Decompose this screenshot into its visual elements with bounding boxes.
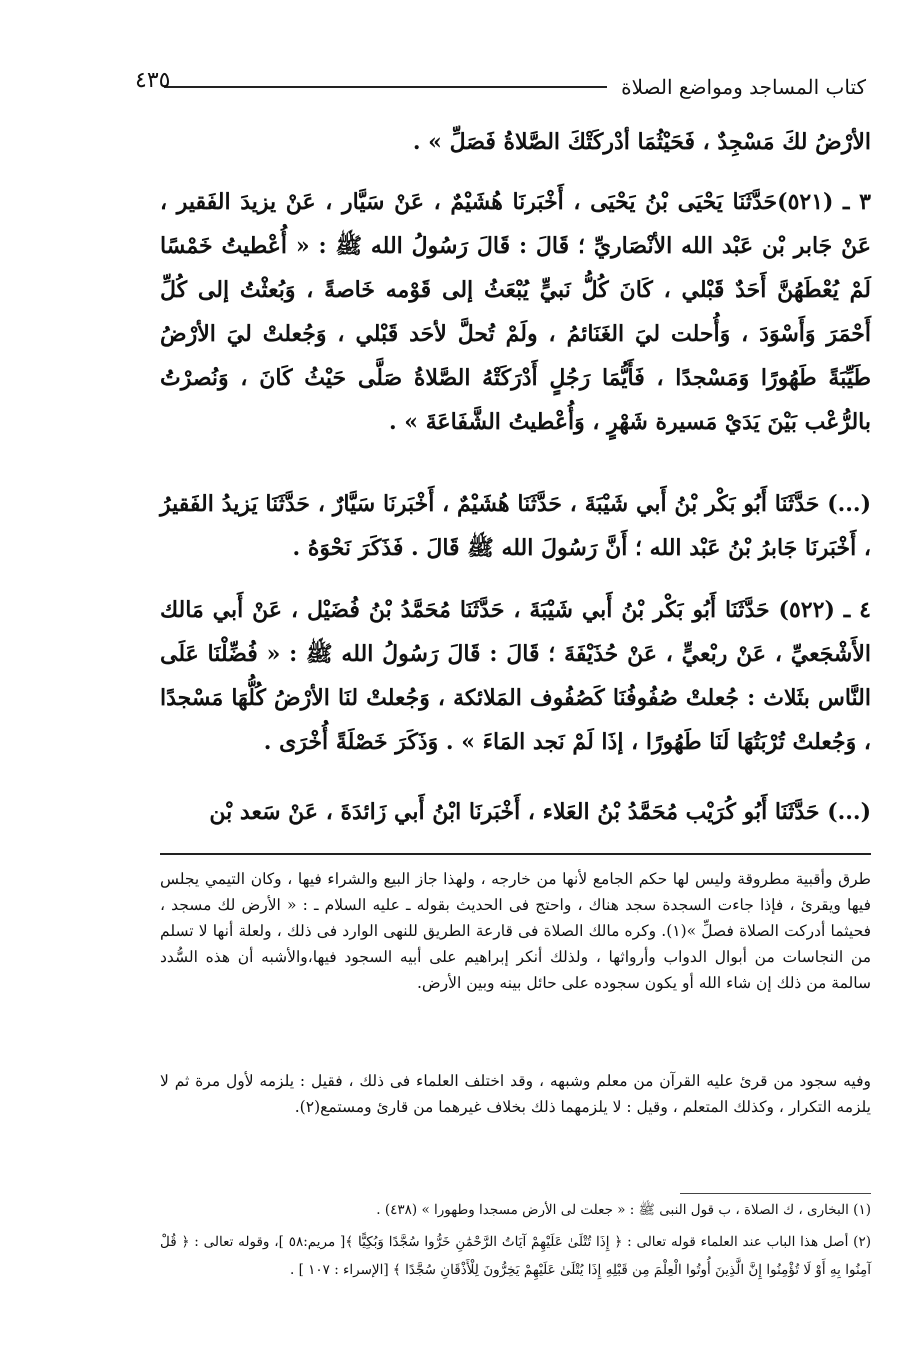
running-header [150,70,866,104]
page-number: ٤٣٥ [135,68,171,93]
hadith-paragraph: ٣ ـ (٥٢١)حَدَّثَنَا يَحْيَى بْنُ يَحْيَى ، أَخْبَرنَا هُشَيْمٌ ، عَنْ سَيَّار ، عَنْ يزيدَ الفَقير ، عَنْ جَابر بْن عَبْد الله الأنْصَاريِّ ؛ قَالَ : قَالَ رَسُولُ الله ﷺ : « أُعْطيتُ خَمْسًا لَمْ يُعْطَهُنَّ أَحَدٌ قَبْلي ، كَانَ كُلُّ نَبيٍّ يُبْعَثُ إلى قَوْمه خَاصةً ، وَبُعثْتُ إلى كُلِّ أَحْمَرَ وَأَسْوَدَ ، وَأُحلت ليَ الغَنَائمُ ، ولَمْ تُحلَّ لأحَد قَبْلي ، وَجُعلتْ ليَ الأرْضُ طَيِّبَةً طَهُورًا وَمَسْجدًا ، فَأَيُّمَا رَجُلٍ أَدْرَكَتْهُ الصَّلاةُ صَلَّى حَيْثُ كَانَ ، وَنُصرْتُ بالرُّعْب بَيْنَ يَدَيْ مَسيرة شَهْرٍ ، وَأُعْطيتُ الشَّفَاعَةَ » . [160,189,871,435]
footnote-divider [680,1193,871,1194]
chapter-title: كتاب المساجد ومواضع الصلاة [621,75,866,99]
header-rule [164,86,607,88]
commentary-paragraph: طرق وأقبية مطروقة وليس لها حكم الجامع لأنها من خارجه ، ولهذا جاز البيع والشراء فيها ، وكان التيمي يجلس فيها ويقرئ ، فإذا جاءت السجدة سجد هناك ، واحتج فى الحديث بقوله ـ عليه السلام ـ : « الأرض لك مسجد ، فحيثما أدركت الصلاة فصلِّ »(١). وكره مالك الصلاة فى قارعة الطريق للنهى الوارد فى ذلك ، ولعلة أنها لا تسلم من النجاسات من أبوال الدواب وأرواثها ، ولذلك أنكر إبراهيم على أبيه السجود فيها،والأشبه أن هذه السُّدد سالمة من ذلك إن شاء الله أو يكون سجوده على حائل بينه وبين الأرض. [160,870,871,992]
footnote: (١) البخارى ، ك الصلاة ، ب قول النبى ﷺ : « جعلت لى الأرض مسجدا وطهورا » (٤٣٨) . [376,1202,871,1218]
hadith-paragraph: (...) حَدَّثَنَا أَبُو بَكْر بْنُ أَبي شَيْبَةَ ، حَدَّثَنَا هُشَيْمٌ ، أَخْبَرنَا سَيَّارٌ ، حَدَّثَنَا يَزيدُ الفَقيرُ ، أَخْبَرنَا جَابرُ بْنُ عَبْد الله ؛ أَنَّ رَسُولَ الله ﷺ قَالَ . فَذَكَرَ نَحْوَهُ . [160,491,871,561]
hadith-paragraph: الأرْضُ لكَ مَسْجِدٌ ، فَحَيْثُمَا أدْركَتْكَ الصَّلاةُ فَصَلِّ » . [412,129,871,155]
hadith-paragraph: (...) حَدَّثَنَا أَبُو كُرَيْب مُحَمَّدُ بْنُ العَلاء ، أَخْبَرنَا ابْنُ أَبي زَائدَةَ ، عَنْ سَعد بْن [209,799,871,825]
footnote: (٢) أصل هذا الباب عند العلماء قوله تعالى : ﴿ إِذَا تُتْلَىٰ عَلَيْهِمْ آيَاتُ الرَّحْمَٰنِ خَرُّوا سُجَّدًا وَبُكِيًّا ﴾[ مريم:٥٨ ]، وقوله تعالى : ﴿ قُلْ آمِنُوا بِهِ أَوْ لَا تُؤْمِنُوا إِنَّ الَّذِينَ أُوتُوا الْعِلْمَ مِن قَبْلِهِ إِذَا يُتْلَىٰ عَلَيْهِمْ يَخِرُّونَ لِلْأَذْقَانِ سُجَّدًا ﴾ [الإسراء : ١٠٧ ] . [160,1234,871,1278]
commentary-divider [160,853,871,855]
commentary-paragraph: وفيه سجود من قرئ عليه القرآن من معلم وشبهه ، وقد اختلف العلماء فى ذلك ، فقيل : يلزمه لأول مرة ثم لا يلزمه التكرار ، وكذلك المتعلم ، وقيل : لا يلزمهما ذلك بخلاف غيرهما من قارئ ومستمع(٢). [160,1072,871,1116]
hadith-paragraph: ٤ ـ (٥٢٢) حَدَّثَنَا أَبُو بَكْر بْنُ أَبي شَيْبَةَ ، حَدَّثَنَا مُحَمَّدُ بْنُ فُضَيْل ، عَنْ أَبي مَالك الأَشْجَعيِّ ، عَنْ ربْعيٍّ ، عَنْ حُذَيْفَةَ ؛ قَالَ : قَالَ رَسُولُ الله ﷺ : « فُضِّلْنَا عَلَى النَّاس بثَلاث : جُعلتْ صُفُوفُنَا كَصُفُوف المَلائكة ، وَجُعلتْ لنَا الأرْضُ كُلُّهَا مَسْجدًا ، وَجُعلتْ تُرْبَتُهَا لَنَا طَهُورًا ، إذَا لَمْ نَجد المَاءَ » . وَذَكَرَ خَصْلَةً أُخْرَى . [160,597,871,755]
